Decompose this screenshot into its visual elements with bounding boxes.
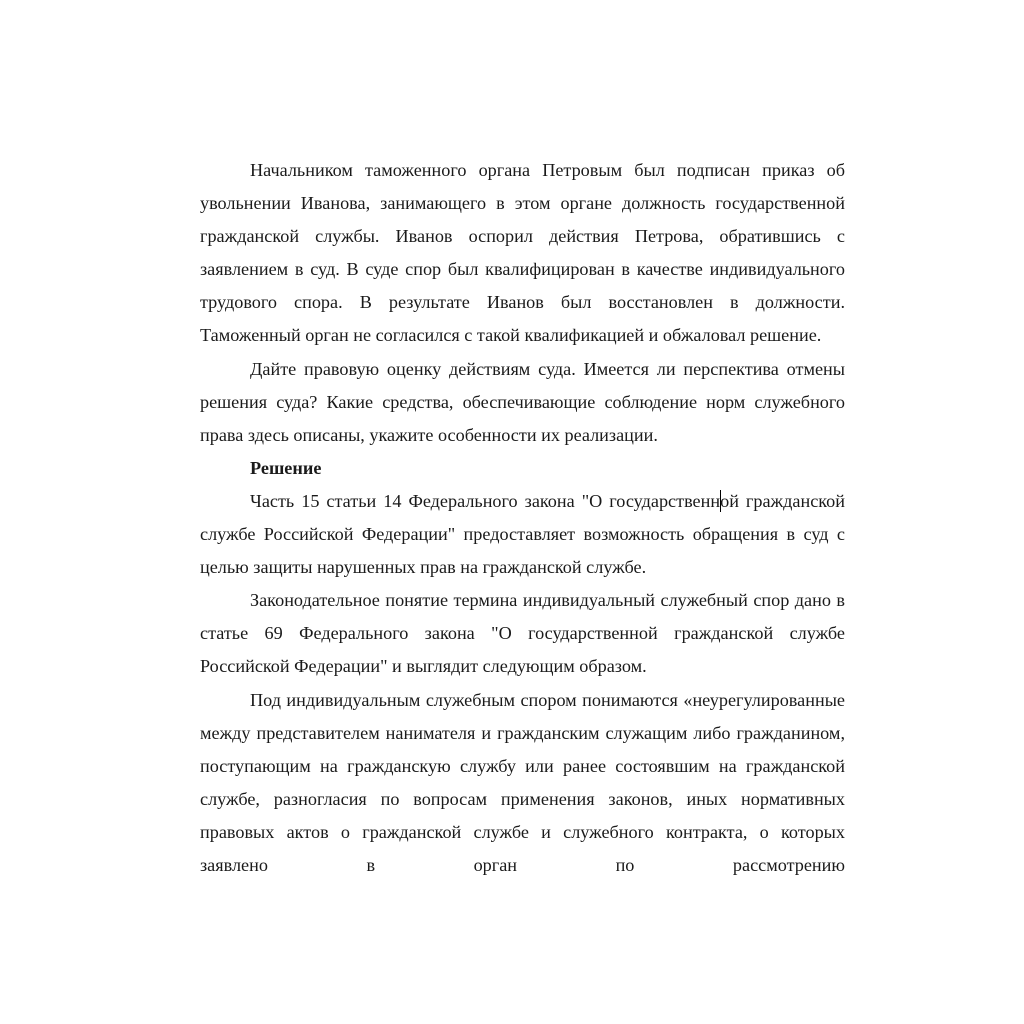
task-question-paragraph: Дайте правовую оценку действиям суда. Имеется ли перспектива отмены решения суда? Какие средства, обеспечивающие соблюдение норм служебного права здесь описаны, укажите особенности их реализации.	[200, 358, 845, 445]
solution-paragraph-1	[200, 485, 845, 584]
solution-paragraph-3: Под индивидуальным служебным спором понимаются «неурегулированные между представителем нанимателя и гражданским служащим либо гражданином, поступающим на гражданскую службу или ранее состоявшим на гражданской службе, разногласия по вопросам применения законов, иных нормативных правовых актов о гражданской службе и служебного контракта, о которых заявлено в орган по рассмотрению	[200, 689, 845, 875]
case-description-paragraph: Начальником таможенного органа Петровым был подписан приказ об увольнении Иванова, занимающего в этом органе должность государственной гражданской службы. Иванов оспорил действия Петрова, обратившись с заявлением в суд. В суде спор был квалифицирован в качестве индивидуального трудового спора. В результате Иванов был восстановлен в должности. Таможенный орган не согласился с такой квалификацией и обжаловал решение.	[200, 160, 845, 346]
solution-paragraph-2: Законодательное понятие термина индивидуальный служебный спор дано в статье 69 Федерального закона "О государственной гражданской службе Российской Федерации" и выглядит следующим образом.	[200, 590, 845, 677]
document-body[interactable]	[200, 154, 845, 882]
solution-heading: Решение	[250, 457, 322, 478]
solution-paragraph-1-text-after-caret: ой гражданской службе Российской Федерации" предоставляет возможность обращения в суд с целью защиты нарушенных прав на гражданской службе.	[200, 490, 845, 578]
solution-paragraph-1-text-before-caret: Часть 15 статьи 14 Федерального закона "О государственн	[250, 490, 721, 511]
